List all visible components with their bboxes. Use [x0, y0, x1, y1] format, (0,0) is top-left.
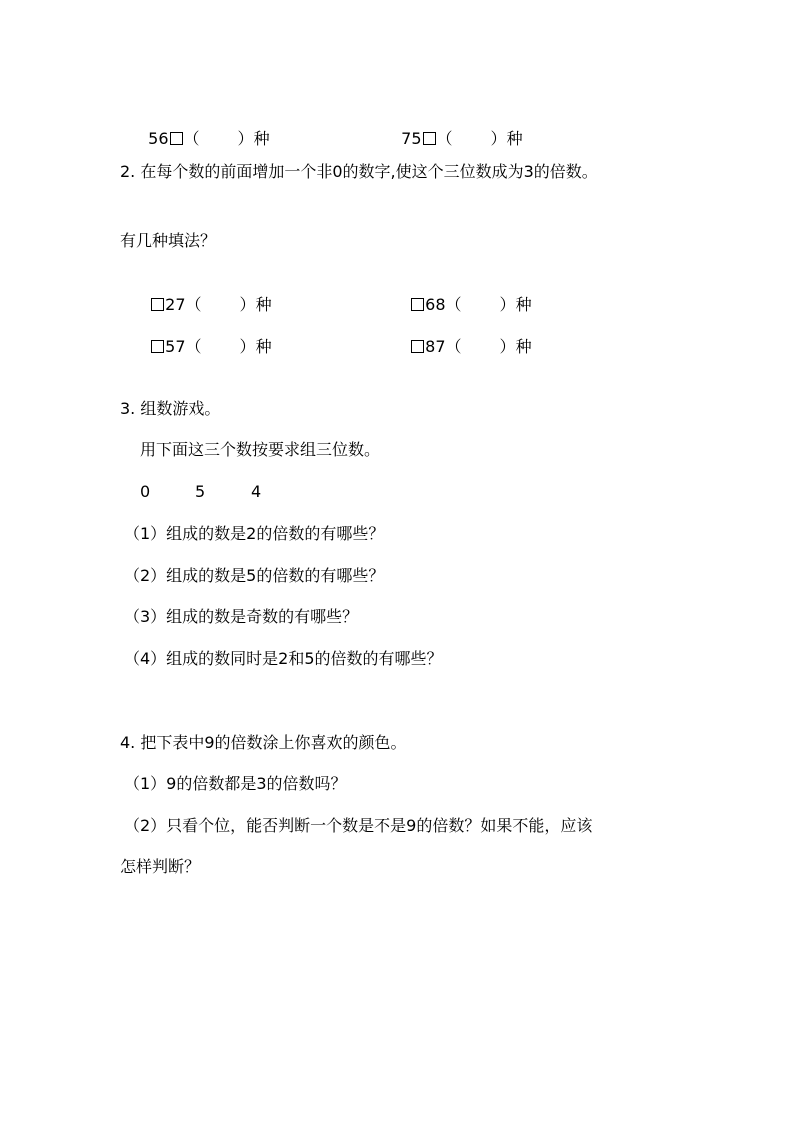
unit-label: 种	[515, 337, 532, 356]
unit-label: 种	[255, 337, 272, 356]
q2-title: 2. 在每个数的前面增加一个非0的数字,使这个三位数成为3的倍数。	[120, 162, 598, 181]
close-paren: ）	[239, 337, 256, 356]
q3-sub-2: （2）组成的数是5的倍数的有哪些？	[124, 566, 385, 585]
q2-item-57	[140, 314, 272, 358]
blank-box[interactable]	[151, 298, 164, 311]
q3-sub-4: （4）组成的数同时是2和5的倍数的有哪些？	[124, 649, 443, 668]
q3-intro: 用下面这三个数按要求组三位数。	[140, 440, 381, 459]
q3-digit-1: 5	[195, 482, 206, 501]
q2-item-27	[140, 272, 272, 316]
open-paren: （	[183, 129, 200, 148]
unit-label: 种	[255, 295, 272, 314]
blank-box[interactable]	[151, 340, 164, 353]
q3-sub-1: （1）组成的数是2的倍数的有哪些？	[124, 524, 385, 543]
open-paren: （	[185, 337, 202, 356]
q4-title: 4. 把下表中9的倍数涂上你喜欢的颜色。	[120, 733, 407, 752]
q4-sub-2-tail: 怎样判断？	[120, 857, 201, 876]
q3-sub-3: （3）组成的数是奇数的有哪些？	[124, 607, 359, 626]
blank-box[interactable]	[423, 132, 436, 145]
q1-item-num: 56	[148, 129, 169, 148]
q2-item-num: 57	[165, 337, 186, 356]
q2-item-68	[400, 272, 532, 316]
q3-title: 3. 组数游戏。	[120, 399, 221, 418]
close-paren: ）	[499, 295, 516, 314]
unit-label: 种	[253, 129, 270, 148]
q2-item-num: 27	[165, 295, 186, 314]
q1-item-num: 75	[401, 129, 422, 148]
q3-digit-2: 4	[251, 482, 262, 501]
open-paren: （	[185, 295, 202, 314]
blank-box[interactable]	[411, 298, 424, 311]
open-paren: （	[445, 295, 462, 314]
close-paren: ）	[237, 129, 254, 148]
close-paren: ）	[499, 337, 516, 356]
q4-sub-1: （1）9的倍数都是3的倍数吗？	[124, 774, 347, 793]
open-paren: （	[436, 129, 453, 148]
q4-sub-2: （2）只看个位，能否判断一个数是不是9的倍数？如果不能，应该	[124, 816, 593, 835]
q3-digit-0: 0	[140, 482, 151, 501]
q1-item-56	[138, 106, 270, 150]
unit-label: 种	[515, 295, 532, 314]
q2-title-2: 有几种填法？	[120, 231, 217, 250]
q2-item-num: 68	[425, 295, 446, 314]
open-paren: （	[445, 337, 462, 356]
unit-label: 种	[506, 129, 523, 148]
q2-item-87	[400, 314, 532, 358]
blank-box[interactable]	[170, 132, 183, 145]
q1-item-75	[391, 106, 523, 150]
close-paren: ）	[239, 295, 256, 314]
close-paren: ）	[490, 129, 507, 148]
blank-box[interactable]	[411, 340, 424, 353]
q2-item-num: 87	[425, 337, 446, 356]
